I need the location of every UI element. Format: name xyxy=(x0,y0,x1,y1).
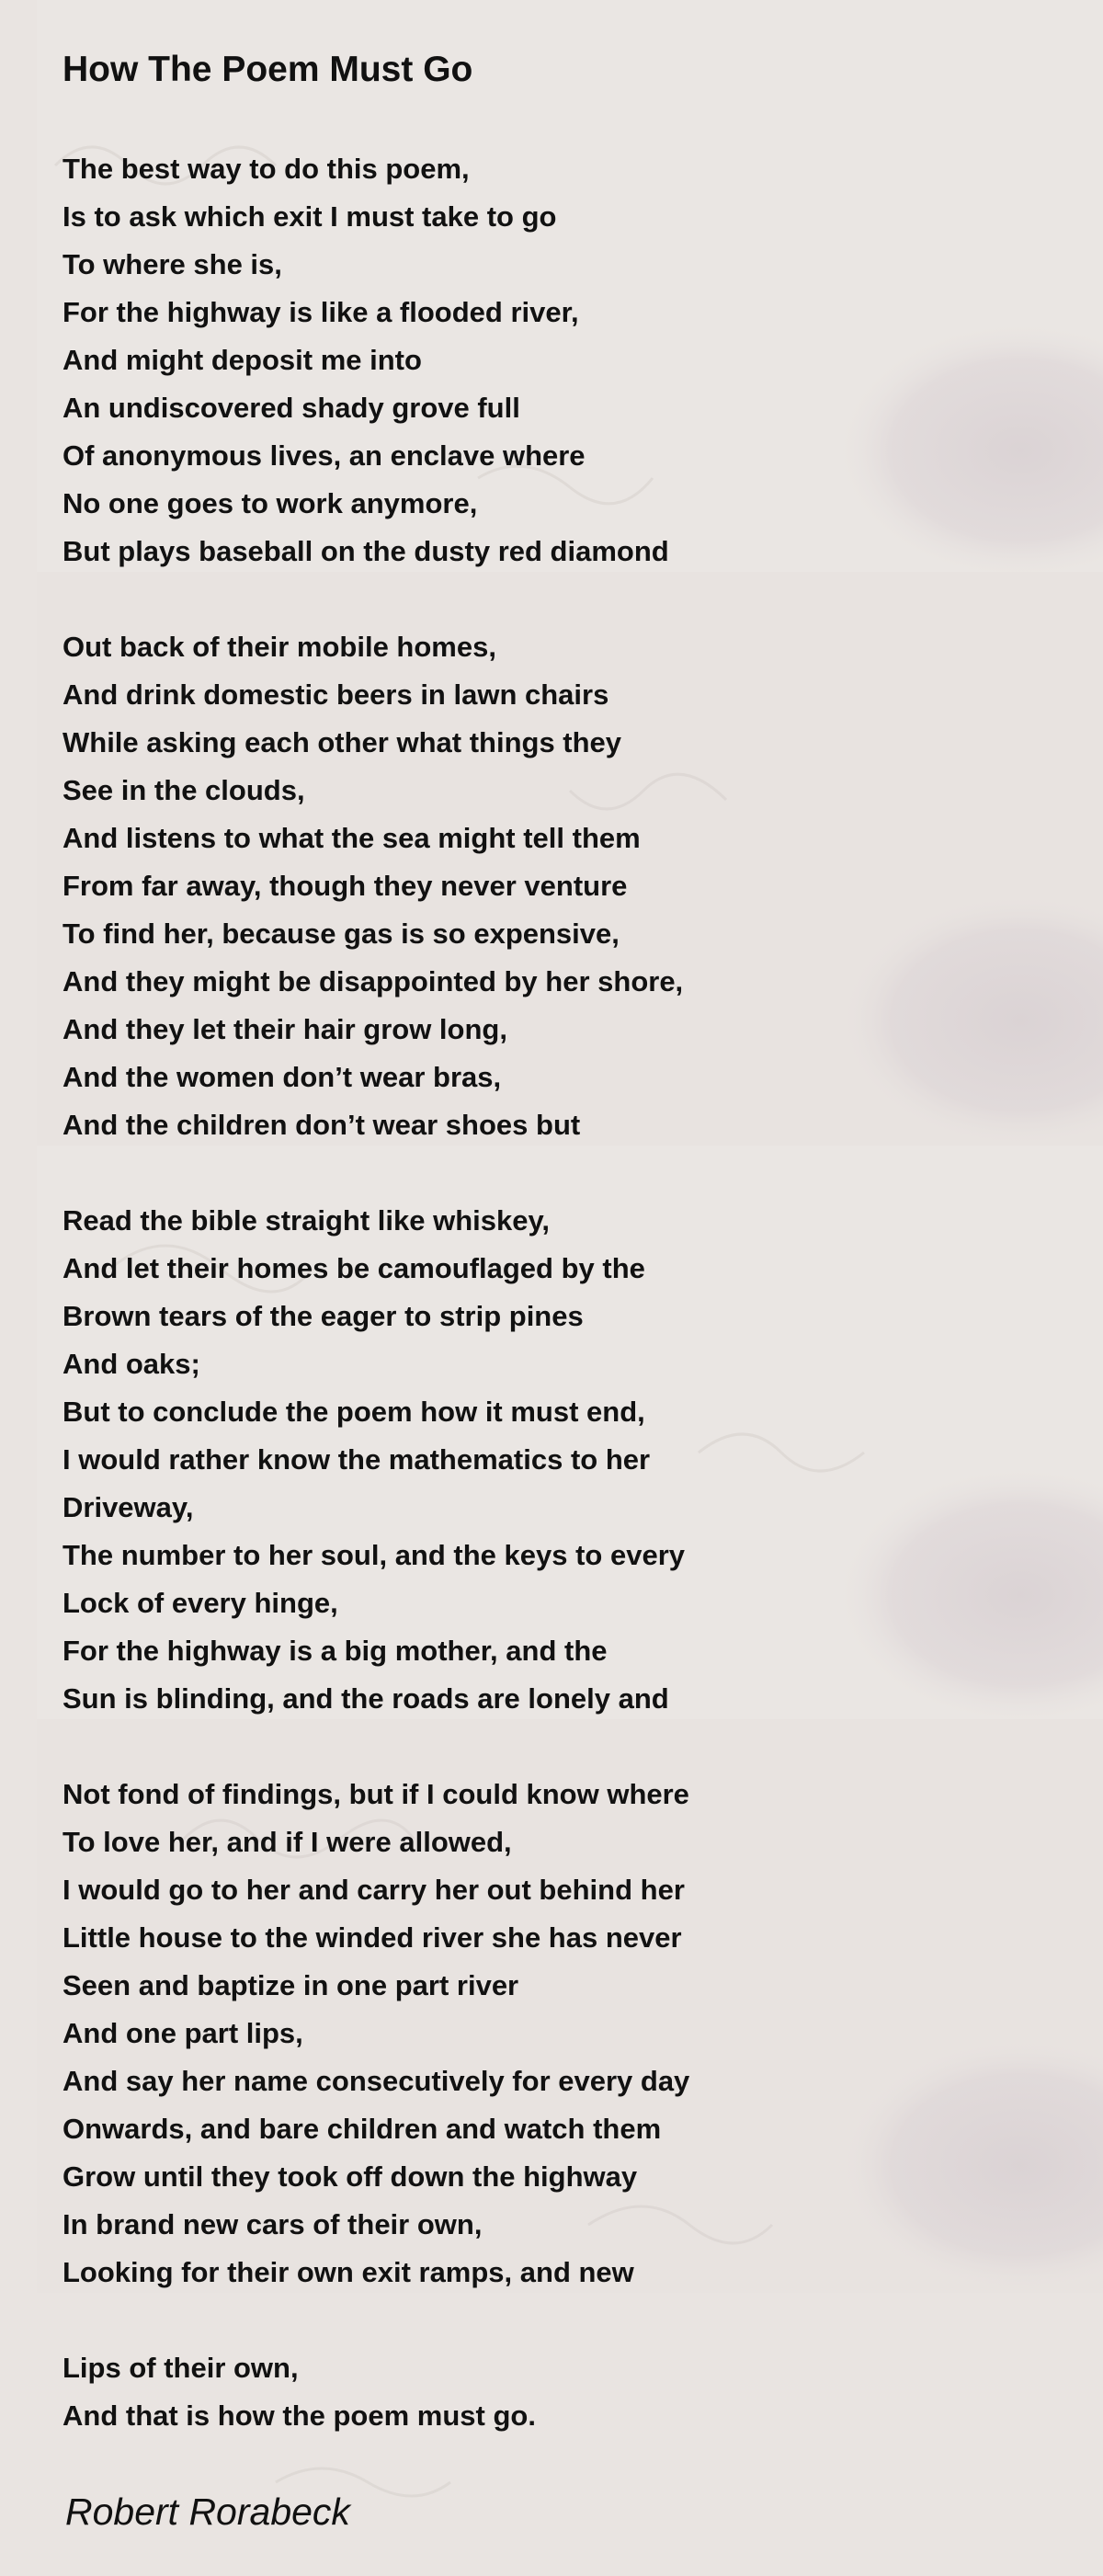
poem-line: Sun is blinding, and the roads are lonely and xyxy=(63,1682,669,1715)
stanza xyxy=(63,145,1074,576)
poem-line: Brown tears of the eager to strip pines xyxy=(63,1300,584,1332)
poem-line: Of anonymous lives, an enclave where xyxy=(63,439,586,472)
poem-line: I would rather know the mathematics to her xyxy=(63,1443,651,1476)
poem-line: An undiscovered shady grove full xyxy=(63,392,520,424)
poem-line: But to conclude the poem how it must end, xyxy=(63,1396,645,1428)
poem-line: And that is how the poem must go. xyxy=(63,2399,536,2432)
poem-line: Read the bible straight like whiskey, xyxy=(63,1204,551,1237)
stanza xyxy=(63,1771,1074,2297)
poem-line: Looking for their own exit ramps, and new xyxy=(63,2256,634,2288)
poem-line: I would go to her and carry her out behind her xyxy=(63,1874,685,1906)
poem-line: Seen and baptize in one part river xyxy=(63,1969,519,2001)
poem-line: And drink domestic beers in lawn chairs xyxy=(63,678,609,711)
poem-line: The best way to do this poem, xyxy=(63,153,470,185)
poem-line: The number to her soul, and the keys to every xyxy=(63,1539,686,1571)
poem-line: To where she is, xyxy=(63,248,282,280)
poem-line: Driveway, xyxy=(63,1491,194,1523)
poem-line: And let their homes be camouflaged by the xyxy=(63,1252,645,1284)
poem-line: No one goes to work anymore, xyxy=(63,487,478,519)
poem-line: And say her name consecutively for every day xyxy=(63,2065,690,2097)
poem-line: For the highway is a big mother, and the xyxy=(63,1635,608,1667)
stanza xyxy=(63,1197,1074,1723)
poem-line: And they might be disappointed by her shore, xyxy=(63,965,684,997)
poem-line: In brand new cars of their own, xyxy=(63,2208,483,2240)
poem-line: For the highway is like a flooded river, xyxy=(63,296,579,328)
poem-line: But plays baseball on the dusty red diamond xyxy=(63,535,669,567)
poem-line: Lips of their own, xyxy=(63,2352,299,2384)
poem-line: From far away, though they never venture xyxy=(63,870,628,902)
poem-line: Lock of every hinge, xyxy=(63,1587,338,1619)
poem-line: Onwards, and bare children and watch them xyxy=(63,2113,662,2145)
poem-line: Little house to the winded river she has never xyxy=(63,1921,682,1954)
poem-line: See in the clouds, xyxy=(63,774,305,806)
poem-line: And they let their hair grow long, xyxy=(63,1013,507,1045)
poem-title: How The Poem Must Go xyxy=(63,50,473,89)
poem-line: And listens to what the sea might tell them xyxy=(63,822,641,854)
poem-line: While asking each other what things they xyxy=(63,726,622,758)
poem-container xyxy=(63,46,1074,2536)
poem-line: Not fond of findings, but if I could know where xyxy=(63,1778,689,1810)
poem-line: To love her, and if I were allowed, xyxy=(63,1826,512,1858)
stanza xyxy=(63,2344,1074,2440)
poem-line: To find her, because gas is so expensive, xyxy=(63,918,620,950)
poem-line: And the women don’t wear bras, xyxy=(63,1061,502,1093)
author-name: Robert Rorabeck xyxy=(65,2491,350,2533)
poem-body xyxy=(63,145,1074,2440)
poem-line: Out back of their mobile homes, xyxy=(63,631,496,663)
poem-line: And oaks; xyxy=(63,1348,200,1380)
poem-line: Is to ask which exit I must take to go xyxy=(63,200,557,233)
stanza xyxy=(63,623,1074,1149)
poem-line: And the children don’t wear shoes but xyxy=(63,1109,581,1141)
poem-line: Grow until they took off down the highway xyxy=(63,2160,638,2193)
poem-line: And might deposit me into xyxy=(63,344,422,376)
poem-line: And one part lips, xyxy=(63,2017,303,2049)
